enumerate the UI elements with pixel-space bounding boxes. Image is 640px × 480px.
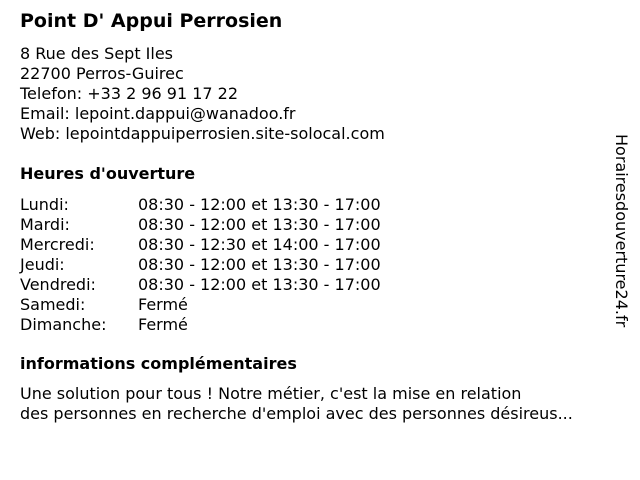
day-label: Samedi:	[20, 295, 86, 314]
info-line: Une solution pour tous ! Notre métier, c'est la mise en relation	[20, 384, 522, 403]
business-name: Point D' Appui Perrosien	[20, 10, 283, 32]
day-label: Mercredi:	[20, 235, 95, 254]
time-range: Fermé	[138, 315, 188, 334]
city-postcode: 22700 Perros-Guirec	[20, 64, 184, 83]
email-address: Email: lepoint.dappui@wanadoo.fr	[20, 104, 296, 123]
time-range: 08:30 - 12:00 et 13:30 - 17:00	[138, 275, 381, 294]
website-address: Web: lepointdappuiperrosien.site-solocal.com	[20, 124, 385, 143]
time-range: 08:30 - 12:00 et 13:30 - 17:00	[138, 215, 381, 234]
contact-block	[20, 44, 385, 144]
additional-info-text	[20, 384, 573, 424]
time-range: 08:30 - 12:30 et 14:00 - 17:00	[138, 235, 381, 254]
time-range: 08:30 - 12:00 et 13:30 - 17:00	[138, 195, 381, 214]
street-address: 8 Rue des Sept Iles	[20, 44, 174, 63]
day-label: Lundi:	[20, 195, 69, 214]
opening-hours-heading: Heures d'ouverture	[20, 164, 196, 183]
site-watermark: Horairesdouverture24.fr	[612, 134, 631, 328]
additional-info-heading: informations complémentaires	[20, 354, 297, 373]
phone-number: Telefon: +33 2 96 91 17 22	[20, 84, 239, 103]
day-label: Dimanche:	[20, 315, 107, 334]
day-label: Jeudi:	[20, 255, 65, 274]
day-label: Vendredi:	[20, 275, 96, 294]
time-range: Fermé	[138, 295, 188, 314]
day-label: Mardi:	[20, 215, 70, 234]
time-range: 08:30 - 12:00 et 13:30 - 17:00	[138, 255, 381, 274]
info-line: des personnes en recherche d'emploi avec des personnes désireus...	[20, 404, 573, 423]
